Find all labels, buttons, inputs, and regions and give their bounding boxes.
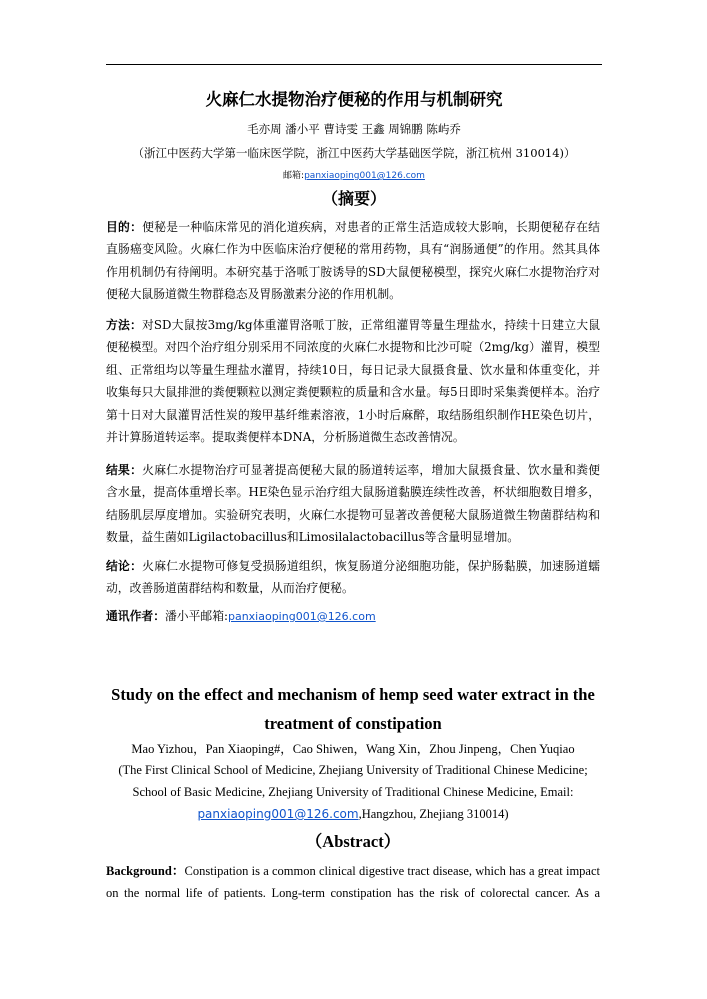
english-affiliation-2: School of Basic Medicine, Zhejiang University of Traditional Chinese Medicine, Email: — [132, 785, 574, 799]
english-affiliation-rest: ,Hangzhou, Zhejiang 310014) — [358, 807, 509, 821]
corresponding-text: 潘小平邮箱: — [165, 609, 228, 623]
background-label: Background： — [106, 864, 185, 878]
results-paragraph — [106, 459, 600, 549]
conclusion-text: 火麻仁水提物可修复受损肠道组织，恢复肠道分泌细胞功能，保护肠黏膜，加速肠道蠕动，改善肠道菌群结构和数量，从而治疗便秘。 — [106, 559, 600, 596]
english-email-link[interactable]: panxiaoping001@126.com — [197, 807, 359, 821]
header-rule — [106, 64, 602, 65]
background-text: Constipation is a common clinical digestive tract disease, which has a great impact on the normal life of patients. Long-term constipation has the risk of colorectal cancer. As a — [106, 864, 600, 901]
background-paragraph — [106, 860, 600, 905]
chinese-email-line — [106, 168, 602, 181]
objective-label: 目的： — [106, 220, 143, 234]
chinese-affiliation: （浙江中医药大学第一临床医学院，浙江中医药大学基础医学院，浙江杭州 310014)） — [132, 146, 576, 160]
results-label: 结果： — [106, 463, 143, 477]
english-abstract-heading: （Abstract） — [305, 832, 401, 851]
english-authors: Mao Yizhou，Pan Xiaoping#，Cao Shiwen，Wang Xin，Zhou Jinpeng，Chen Yuqiao — [131, 742, 575, 756]
corresponding-author — [106, 605, 600, 628]
english-affiliation-3 — [106, 807, 600, 822]
objective-paragraph — [106, 216, 600, 306]
chinese-abstract-heading: （摘要） — [321, 189, 386, 208]
methods-label: 方法： — [106, 318, 142, 332]
english-affiliation-1: (The First Clinical School of Medicine, Zhejiang University of Traditional Chinese Medicine; — [118, 763, 588, 777]
corresponding-email-link[interactable]: panxiaoping001@126.com — [227, 610, 376, 623]
methods-text: 对SD大鼠按3mg/kg体重灌胃洛哌丁胺，正常组灌胃等量生理盐水，持续十日建立大鼠便秘模型。对四个治疗组分别采用不同浓度的火麻仁水提物和比沙可啶（2mg/kg）灌胃，模型组、正常组均以等量生理盐水灌胃，持续10日，每日记录大鼠摄食量、饮水量和体重变化，并收集每只大鼠排泄的粪便颗粒以测定粪便颗粒的质量和含水量。每5日即时采集粪便样本。治疗第十日对大鼠灌胃活性炭的羧甲基纤维素溶液，1小时后麻醉，取结肠组织制作HE染色切片，并计算肠道转运率。提取粪便样本DNA，分析肠道微生态改善情况。 — [106, 318, 600, 445]
conclusion-label: 结论： — [106, 559, 143, 573]
chinese-authors: 毛亦周 潘小平 曹诗雯 王鑫 周锦鹏 陈屿乔 — [247, 122, 461, 136]
conclusion-paragraph — [106, 555, 600, 600]
english-title: Study on the effect and mechanism of hemp seed water extract in the treatment of constipation — [111, 685, 595, 733]
email-link[interactable]: panxiaoping001@126.com — [304, 171, 425, 181]
email-label: 邮箱: — [283, 171, 305, 181]
corresponding-label: 通讯作者： — [106, 609, 165, 623]
methods-paragraph — [106, 314, 600, 448]
chinese-title: 火麻仁水提物治疗便秘的作用与机制研究 — [205, 90, 503, 109]
results-text: 火麻仁水提物治疗可显著提高便秘大鼠的肠道转运率，增加大鼠摄食量、饮水量和粪便含水量，提高体重增长率。HE染色显示治疗组大鼠肠道黏膜连续性改善，杯状细胞数目增多，结肠肌层厚度增加。实验研究表明，火麻仁水提物可显著改善便秘大鼠肠道微生物菌群结构和数量，益生菌如Ligilactobacillus和Limosilalactobacillus等含量明显增加。 — [106, 463, 600, 545]
objective-text: 便秘是一种临床常见的消化道疾病，对患者的正常生活造成较大影响，长期便秘存在结直肠癌变风险。火麻仁作为中医临床治疗便秘的常用药物，具有“润肠通便”的作用。然其具体作用机制仍有待阐明。本研究基于洛哌丁胺诱导的SD大鼠便秘模型，探究火麻仁水提物治疗对便秘大鼠肠道微生物群稳态及胃肠激素分泌的作用机制。 — [106, 220, 600, 302]
